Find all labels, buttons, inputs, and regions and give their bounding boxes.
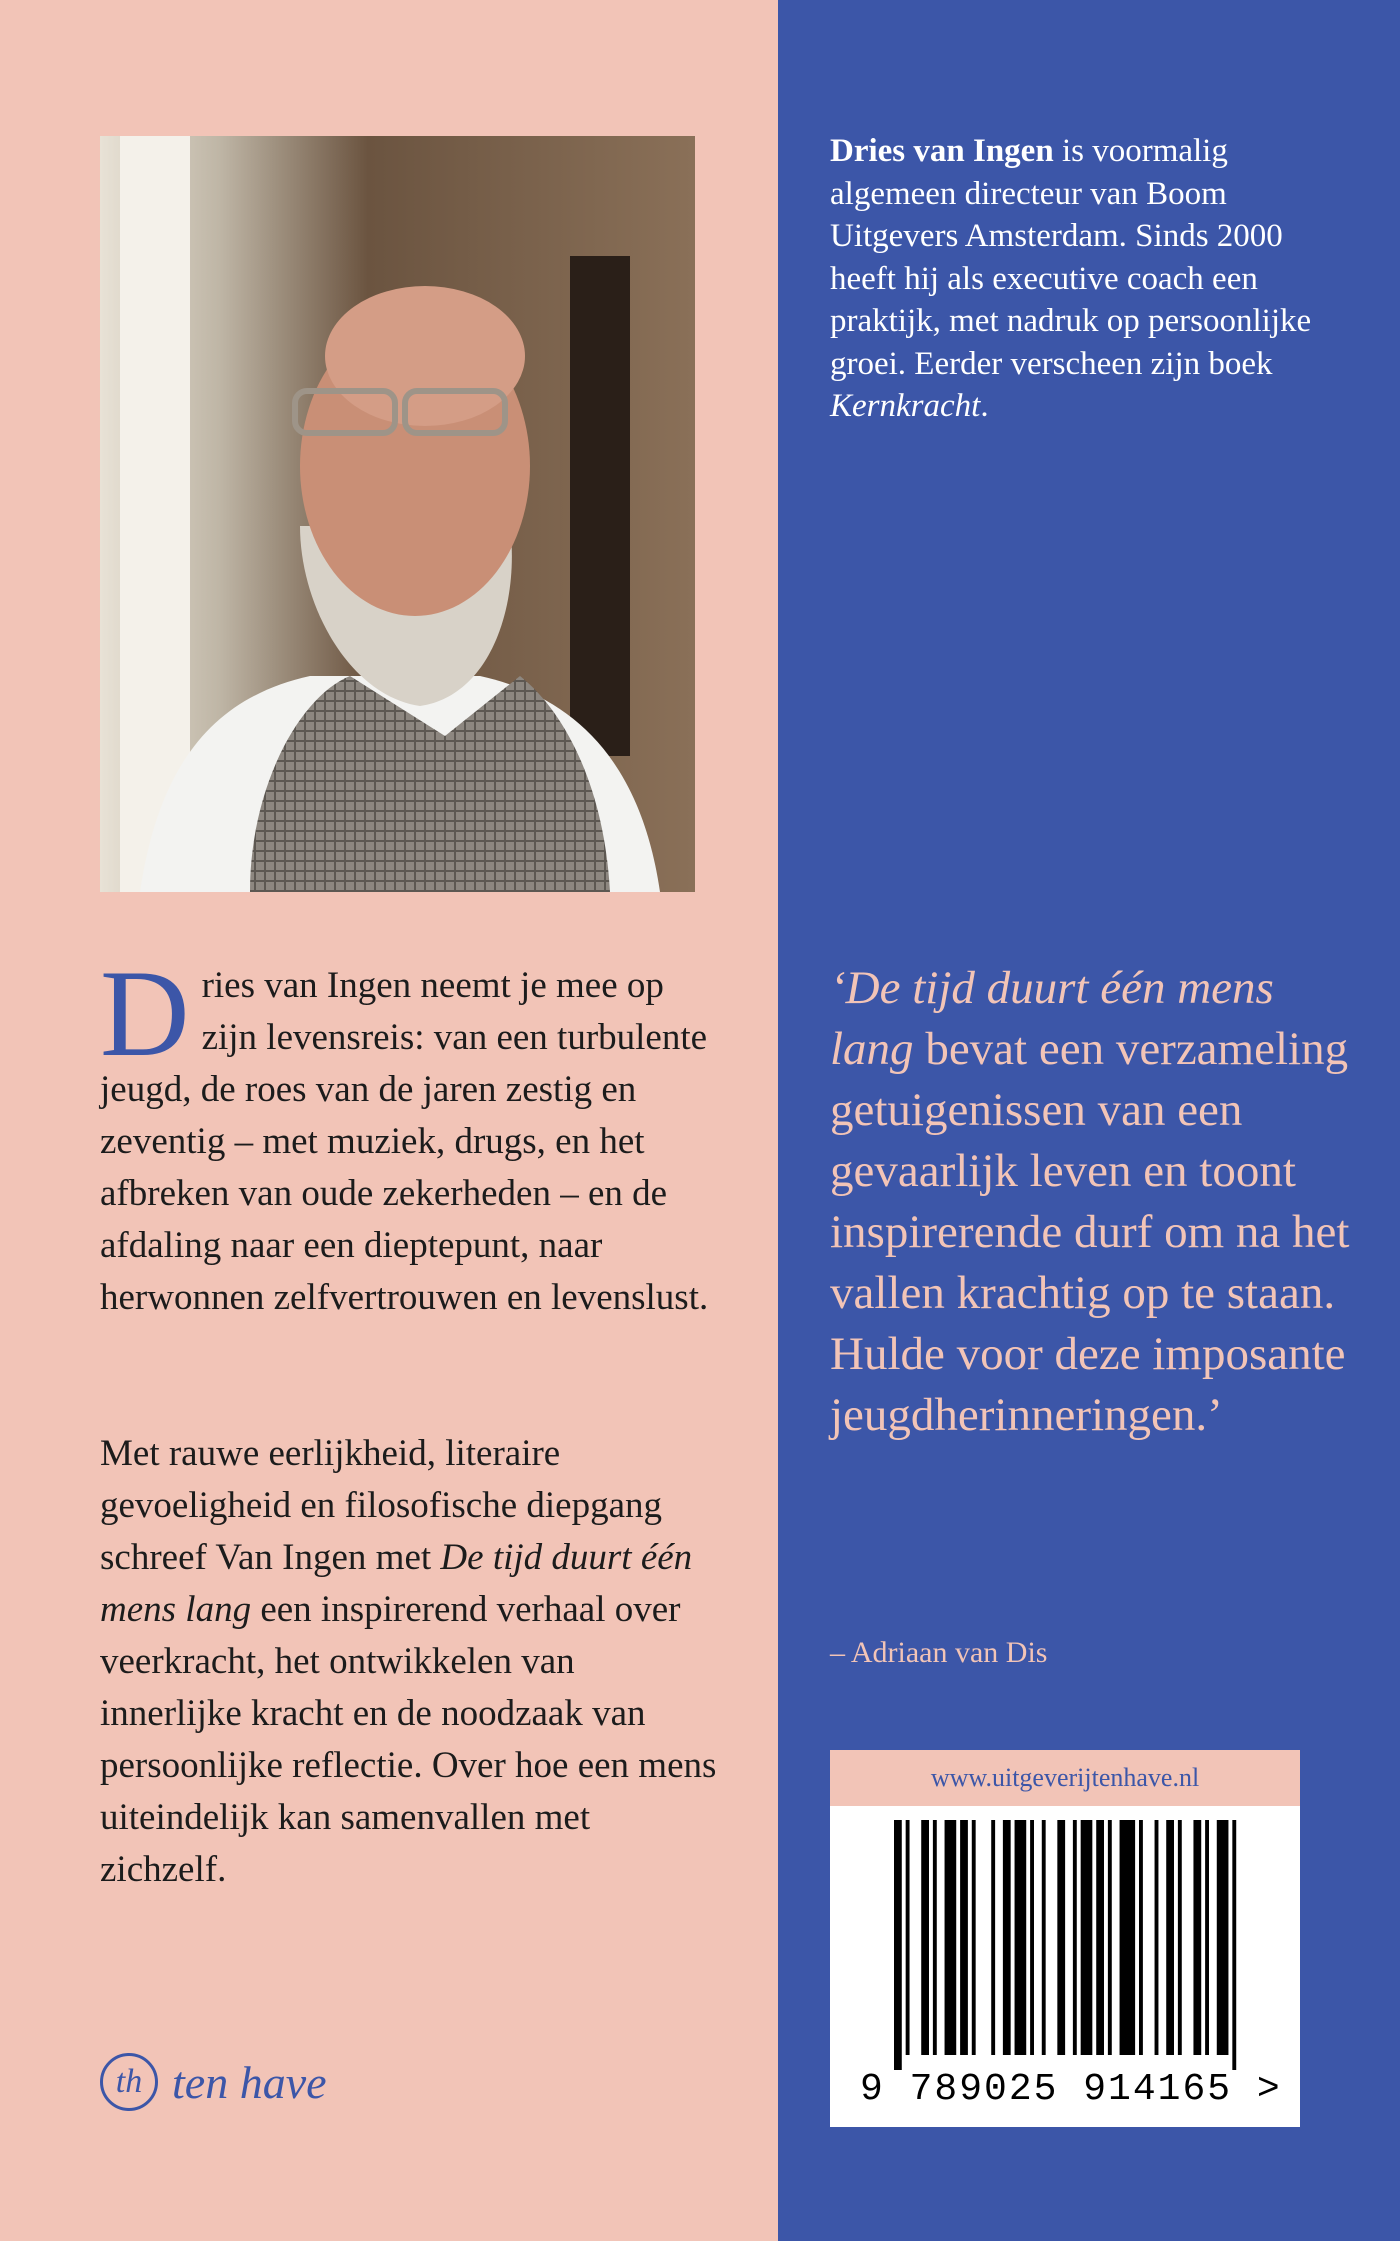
barcode-bar bbox=[921, 1820, 929, 2055]
barcode-bar bbox=[1155, 1820, 1159, 2055]
drop-cap: D bbox=[100, 945, 190, 1082]
barcode-bar bbox=[1108, 1820, 1112, 2055]
barcode-bar bbox=[1120, 1820, 1136, 2055]
barcode-bar bbox=[1178, 1820, 1182, 2055]
barcode-bar bbox=[1205, 1820, 1209, 2055]
barcode-bar bbox=[991, 1820, 995, 2055]
barcode-bar bbox=[1057, 1820, 1065, 2055]
publisher-url: www.uitgeverijtenhave.nl bbox=[830, 1750, 1300, 1806]
previous-book-title: Kernkracht bbox=[830, 388, 981, 424]
publisher-logo-mark: th bbox=[100, 2053, 158, 2111]
barcode-image bbox=[894, 1820, 1244, 2070]
barcode-bar bbox=[894, 1820, 902, 2070]
author-bio-text-1: is voormalig algemeen directeur van Boom Uitgevers Amsterdam. Sinds 2000 heeft hij als executive coach een praktijk, met nadruk op persoonlijke groei. Eerder verscheen zijn boek bbox=[830, 133, 1312, 382]
barcode-bar bbox=[1015, 1820, 1027, 2055]
description-paragraph-2-text-1: Met rauwe eerlijkheid, literaire gevoeligheid en filosofische diepgang schreef Van Ingen met bbox=[100, 1433, 663, 1578]
barcode-bar bbox=[1073, 1820, 1077, 2055]
description-paragraph-2 bbox=[100, 1428, 720, 1896]
author-portrait-image bbox=[100, 136, 695, 892]
barcode-bar bbox=[1030, 1820, 1034, 2055]
quote-open-mark: ‘ bbox=[830, 962, 846, 1014]
quote-book-title: De tijd duurt één mens lang bbox=[830, 962, 1274, 1075]
isbn-box bbox=[830, 1750, 1300, 2127]
isbn-number: 9 789025 914165 > bbox=[860, 2068, 1282, 2111]
barcode-bar bbox=[945, 1820, 957, 2055]
barcode-bar bbox=[933, 1820, 937, 2055]
barcode-bar bbox=[1096, 1820, 1104, 2055]
publisher-logo bbox=[100, 2053, 327, 2111]
barcode-bar bbox=[1003, 1820, 1011, 2055]
barcode-bar bbox=[906, 1820, 910, 2055]
barcode-bar bbox=[1232, 1820, 1236, 2070]
barcode-bar bbox=[960, 1820, 968, 2055]
description-paragraph-1 bbox=[100, 945, 720, 1324]
review-quote bbox=[830, 958, 1350, 1446]
description-paragraph-1-text: ries van Ingen neemt je mee op zijn levensreis: van een turbulente jeugd, de roes van de jaren zestig en zeventig – met muziek, drugs, en het afbreken van oude zekerheden – en de afdaling naar een dieptepunt, naar herwonnen zelfvertrouwen en levenslust. bbox=[100, 965, 709, 1318]
barcode-bar bbox=[1042, 1820, 1046, 2055]
description-paragraph-2-text-2: een inspirerend verhaal over veerkracht, het ontwikkelen van innerlijke kracht en de noodzaak van persoonlijke reflectie. Over hoe een mens uiteindelijk kan samenvallen met zichzelf. bbox=[100, 1589, 717, 1890]
barcode-bar bbox=[972, 1820, 976, 2055]
publisher-logo-text: ten have bbox=[172, 2056, 327, 2108]
quote-text: bevat een verzameling getuigenissen van een gevaarlijk leven en toont inspirerende durf om na het vallen krachtig op te staan. Hulde voor deze imposante jeugdherinneringen.’ bbox=[830, 1023, 1350, 1441]
author-bio bbox=[830, 130, 1350, 428]
barcode bbox=[894, 1820, 1244, 2070]
barcode-bar bbox=[1193, 1820, 1201, 2055]
barcode-bar bbox=[1166, 1820, 1174, 2055]
quote-attribution: – Adriaan van Dis bbox=[830, 1636, 1048, 1669]
barcode-bar bbox=[1139, 1820, 1143, 2055]
book-title-inline: De tijd duurt één mens lang bbox=[100, 1537, 693, 1630]
author-bio-text-2: . bbox=[980, 388, 989, 424]
author-photo bbox=[100, 136, 695, 892]
barcode-bar bbox=[1217, 1820, 1229, 2055]
barcode-bar bbox=[1081, 1820, 1093, 2055]
author-name: Dries van Ingen bbox=[830, 133, 1054, 169]
